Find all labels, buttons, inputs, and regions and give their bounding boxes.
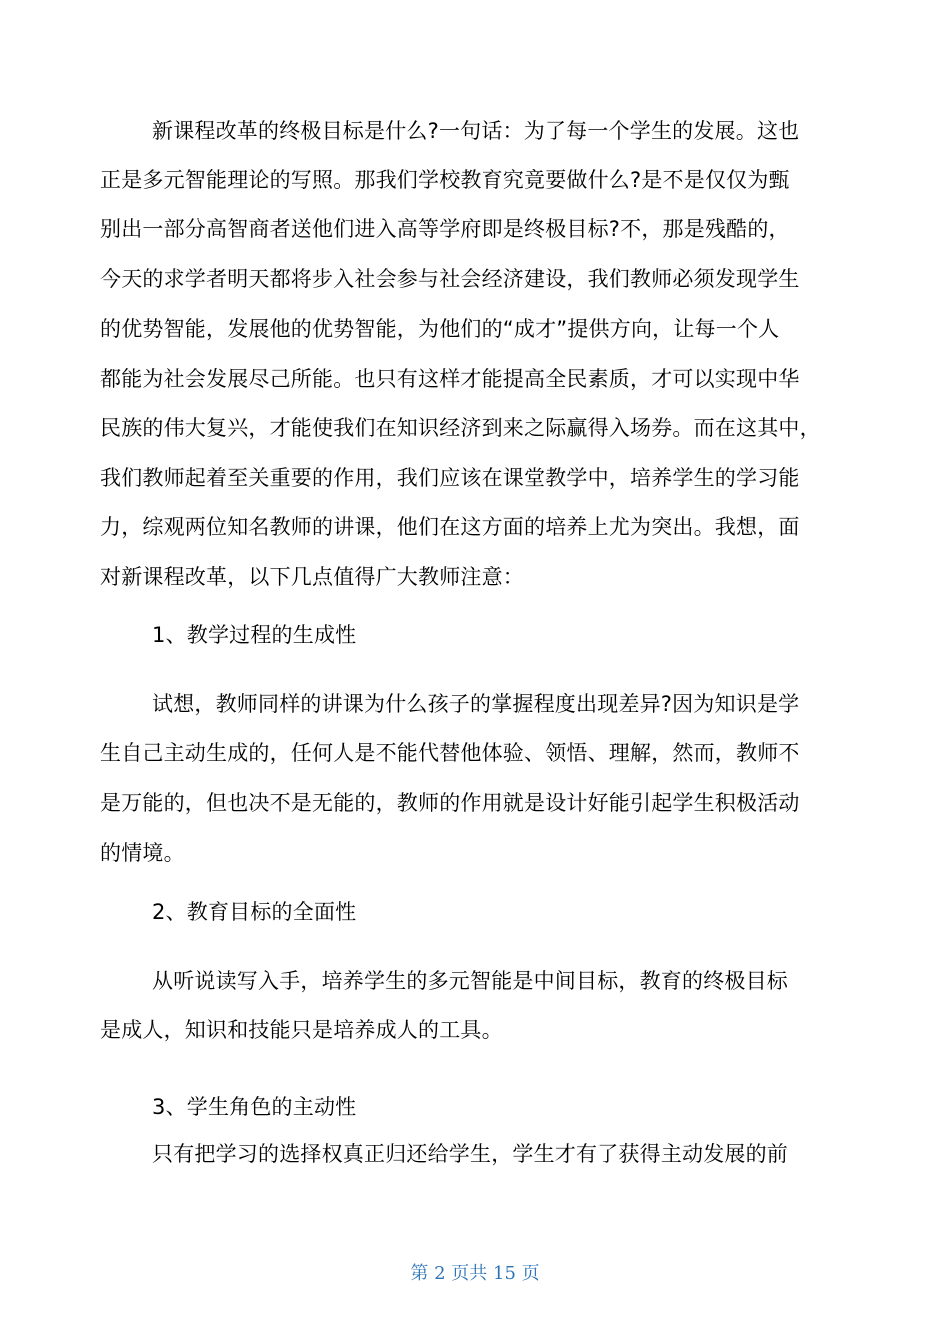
section-heading: 1、教学过程的生成性 <box>152 623 357 647</box>
paragraph-line: 我们教师起着至关重要的作用，我们应该在课堂教学中，培养学生的学习能 <box>100 466 800 490</box>
paragraph-line: 力，综观两位知名教师的讲课，他们在这方面的培养上尤为突出。我想，面 <box>100 515 800 539</box>
paragraph-line: 民族的伟大复兴，才能使我们在知识经济到来之际赢得入场券。而在这其中， <box>100 416 821 440</box>
paragraph-line: 是成人，知识和技能只是培养成人的工具。 <box>100 1018 503 1042</box>
paragraph-line: 正是多元智能理论的写照。那我们学校教育究竟要做什么?是不是仅仅为甄 <box>100 168 790 192</box>
paragraph-line: 是万能的，但也决不是无能的，教师的作用就是设计好能引起学生积极活动 <box>100 791 800 815</box>
paragraph-line: 的情境。 <box>100 841 185 865</box>
section-heading: 2、教育目标的全面性 <box>152 900 357 924</box>
paragraph-line: 今天的求学者明天都将步入社会参与社会经济建设，我们教师必须发现学生 <box>100 267 800 291</box>
paragraph-line: 从听说读写入手，培养学生的多元智能是中间目标，教育的终极目标 <box>152 969 788 993</box>
paragraph-line: 只有把学习的选择权真正归还给学生，学生才有了获得主动发展的前 <box>152 1142 788 1166</box>
paragraph-line: 试想，教师同样的讲课为什么孩子的掌握程度出现差异?因为知识是学 <box>152 692 800 716</box>
page-number-footer: 第 2 页共 15 页 <box>410 1263 540 1284</box>
paragraph-line: 别出一部分高智商者送他们进入高等学府即是终极目标?不，那是残酷的， <box>100 217 790 241</box>
paragraph-line: 生自己主动生成的，任何人是不能代替他体验、领悟、理解，然而，教师不 <box>100 741 800 765</box>
paragraph-line: 对新课程改革，以下几点值得广大教师注意： <box>100 565 524 589</box>
paragraph-line: 新课程改革的终极目标是什么?一句话：为了每一个学生的发展。这也 <box>152 119 800 143</box>
paragraph-line: 的优势智能，发展他的优势智能，为他们的“成才”提供方向，让每一个人 <box>100 317 780 341</box>
paragraph-line: 都能为社会发展尽己所能。也只有这样才能提高全民素质，才可以实现中华 <box>100 367 800 391</box>
section-heading: 3、学生角色的主动性 <box>152 1095 357 1119</box>
